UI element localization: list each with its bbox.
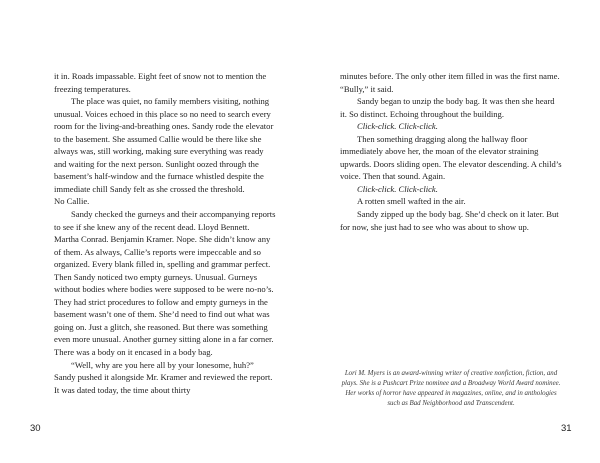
paragraph: The place was quiet, no family members visiting, nothing unusual. Voices echoed in this place so no need to search every room for the living-and-breathing ones. Sandy rode the elevator to the basement. She assumed Callie would be there like she always was, still working, making sure everything was ready and waiting for the next person. Sunlight oozed through the basement’s half-window and the furnace whistled despite the immediate chill Sandy felt as she crossed the threshold. — [54, 96, 274, 194]
paragraph — [340, 120, 562, 133]
paragraph: Sandy began to unzip the body bag. It was then she heard it. So distinct. Echoing throughout the building. — [340, 96, 555, 119]
paragraph: Then something dragging along the hallway floor immediately above her, the moan of the elevator straining upwards. Doors sliding open. The elevator descending. A child’s voice. Then that sound. Again. — [340, 133, 562, 182]
sound-effect: Click-click. Click-click. — [357, 121, 438, 132]
author-bio: Lori M. Myers is an award-winning writer of creative nonfiction, fiction, and plays. She is a Pushcart Prize nominee and a Broadway World Award nominee. Her works of horror have appeared in magazines, online, and in anthologies such as Bad Neighborhood and Transcendent. — [341, 370, 561, 407]
paragraph: A rotten smell wafted in the air. — [357, 196, 466, 207]
sound-effect: Click-click. Click-click. — [357, 183, 438, 194]
page-number: 31 — [561, 423, 572, 434]
paragraph: No Callie. — [54, 196, 90, 207]
page-number: 30 — [30, 423, 41, 434]
paragraph — [340, 183, 562, 196]
right-page-text — [340, 70, 562, 233]
paragraph: minutes before. The only other item filled in was the first name. “Bully,” it said. — [340, 71, 560, 94]
paragraph: Sandy zipped up the body bag. She’d check on it later. But for now, she just had to see who was about to show up. — [340, 209, 559, 232]
right-page — [300, 0, 600, 463]
paragraph: it in. Roads impassable. Eight feet of snow not to mention the freezing temperatures. — [54, 71, 267, 94]
paragraph: “Well, why are you here all by your lonesome, huh?” Sandy pushed it alongside Mr. Kramer and reviewed the report. It was dated today, the time about thirty — [54, 359, 273, 395]
paragraph: Sandy checked the gurneys and their accompanying reports to see if she knew any of the recent dead. Lloyd Bennett. Martha Conrad. Benjamin Kramer. Nope. She didn’t know any of them. As always, Callie’s reports were impeccable and so organized. Every blank filled in, spelling and grammar perfect. Then Sandy noticed two empty gurneys. Unusual. Gurneys without bodies where bodies were supposed to be were no-no’s. They had strict procedures to follow and empty gurneys in the basement wasn’t one of them. She’d need to find out what was going on. Just a glitch, she reasoned. But there was something even more unusual. Another gurney sitting alone in a far corner. There was a body on it encased in a body bag. — [54, 209, 276, 358]
left-page-text — [54, 70, 276, 396]
